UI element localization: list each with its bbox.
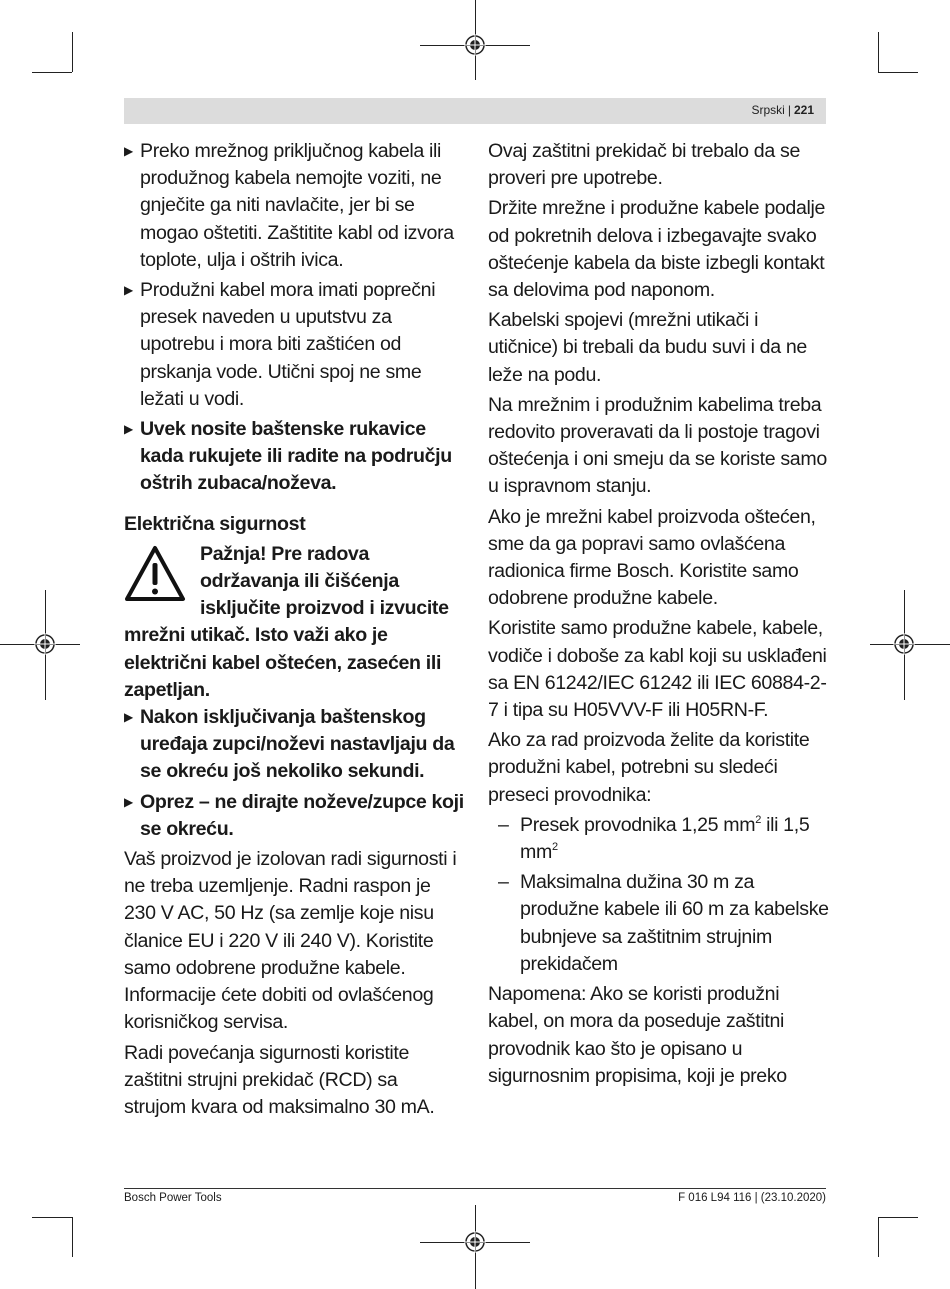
bullet-triangle-icon: ▶ xyxy=(124,144,133,158)
dash-item xyxy=(488,869,833,978)
superscript: 2 xyxy=(755,813,761,826)
left-column xyxy=(124,138,464,1124)
paragraph: Držite mrežne i produžne kabele podalje od pokretnih delova i izbegavajte svako oštećenje kabela da biste izbegli kontakt sa delovima pod naponom. xyxy=(488,197,826,302)
paragraph: Na mrežnim i produžnim kabelima treba redovito proveravati da li postoje tragovi oštećenja i oni smeju da se koriste samo u ispravnom stanju. xyxy=(488,393,827,498)
dash-text: ili 1,5 mm xyxy=(520,813,810,864)
crop-mark xyxy=(72,1217,73,1257)
crop-mark xyxy=(32,1217,72,1218)
paragraph: Kabelski spojevi (mrežni utikači i utičnice) bi trebali da budu suvi i da ne leže na podu. xyxy=(488,309,807,386)
crop-mark xyxy=(72,32,73,72)
bullet-item xyxy=(124,789,464,843)
registration-target-icon xyxy=(893,633,915,655)
bullet-text: Nakon isključivanja baštenskog uređaja zupci/noževi nastavljaju da se okreću još nekoliko sekundi. xyxy=(140,706,455,783)
dash-text: Maksimalna dužina 30 m za produžne kabele ili 60 m za kabelske bubnjeve sa zaštitnim strujnim prekidačem xyxy=(520,871,829,975)
section-heading: Električna sigurnost xyxy=(124,512,306,535)
paragraph: Ovaj zaštitni prekidač bi trebalo da se proveri pre upotrebe. xyxy=(488,140,800,190)
registration-target-icon xyxy=(464,34,486,56)
crop-mark xyxy=(878,32,879,72)
paragraph: Ako za rad proizvoda želite da koristite produžni kabel, potrebni su sledeći preseci provodnika: xyxy=(488,729,810,806)
dash-item xyxy=(488,812,833,866)
warning-text: Pažnja! Pre radova održavanja ili čišćenja isključite proizvod i izvucite mrežni utikač. Isto važi ako je električni kabel oštećen, zasećen ili zapetljan. xyxy=(124,542,449,701)
header-language: Srpski xyxy=(751,103,785,117)
bullet-triangle-icon: ▶ xyxy=(124,283,133,298)
bullet-text: Produžni kabel mora imati poprečni presek naveden u uputstvu za upotrebu i mora biti zaštićen od prskanja vode. Utični spoj ne sme ležati u vodi. xyxy=(140,279,436,410)
crop-mark xyxy=(878,1217,879,1257)
footer-left: Bosch Power Tools xyxy=(124,1192,222,1204)
bullet-triangle-icon: ▶ xyxy=(124,794,133,809)
paragraph: Vaš proizvod je izolovan radi sigurnosti i ne treba uzemljenje. Radni raspon je 230 V AC, 50 Hz (sa zemlje koje nisu članice EU i 220 V ili 240 V). Koristite samo odobrene produžne kabele. Informacije ćete dobiti od ovlašćenog korisničkog servisa. xyxy=(124,848,457,1034)
footer-right: F 016 L94 116 | (23.10.2020) xyxy=(678,1192,826,1204)
warning-block xyxy=(124,541,464,704)
bullet-item xyxy=(124,138,464,274)
registration-target-icon xyxy=(34,633,56,655)
dash-marker: – xyxy=(498,871,509,894)
registration-target-icon xyxy=(464,1231,486,1253)
paragraph: Koristite samo produžne kabele, kabele, vodiče i doboše za kabl koji su usklađeni sa EN 61242/IEC 61242 ili IEC 60884-2-7 i tipa su H05VVV-F ili H05RN-F. xyxy=(488,617,827,722)
bullet-item xyxy=(124,704,464,786)
right-column xyxy=(488,138,833,1093)
bullet-triangle-icon: ▶ xyxy=(124,422,133,437)
paragraph: Radi povećanja sigurnosti koristite zaštitni strujni prekidač (RCD) sa strujom kvara od maksimalno 30 mA. xyxy=(124,1041,435,1118)
page-header xyxy=(124,98,826,124)
dash-marker: – xyxy=(498,813,509,836)
bullet-item xyxy=(124,277,464,413)
header-text xyxy=(752,103,815,117)
crop-mark xyxy=(878,72,918,73)
warning-triangle-icon xyxy=(124,545,186,603)
bullet-triangle-icon: ▶ xyxy=(124,710,133,725)
superscript: 2 xyxy=(551,841,558,854)
paragraph: Ako je mrežni kabel proizvoda oštećen, sme da ga popravi samo ovlašćena radionica firme Bosch. Koristite samo odobrene produžne kabele. xyxy=(488,505,816,610)
dash-text: Presek provodnika 1,25 mm xyxy=(520,813,756,836)
bullet-item xyxy=(124,416,464,498)
header-separator: | xyxy=(787,103,791,117)
crop-mark xyxy=(32,72,72,73)
bullet-text: Preko mrežnog priključnog kabela ili produžnog kabela nemojte voziti, ne gnječite ga niti navlačite, jer bi se mogao oštetiti. Zaštitite kabl od izvora toplote, ulja i oštrih ivica. xyxy=(140,140,454,271)
footer-rule xyxy=(124,1188,826,1189)
paragraph: Napomena: Ako se koristi produžni kabel, on mora da poseduje zaštitni provodnik kao što je opisano u sigurnosnim propisima, koji je preko xyxy=(488,983,787,1087)
bullet-text: Oprez – ne dirajte noževe/zupce koji se okreću. xyxy=(140,790,464,840)
bullet-text: Uvek nosite baštenske rukavice kada rukujete ili radite na području oštrih zubaca/noževa. xyxy=(140,418,452,495)
page-number: 221 xyxy=(793,103,814,117)
crop-mark xyxy=(878,1217,918,1218)
